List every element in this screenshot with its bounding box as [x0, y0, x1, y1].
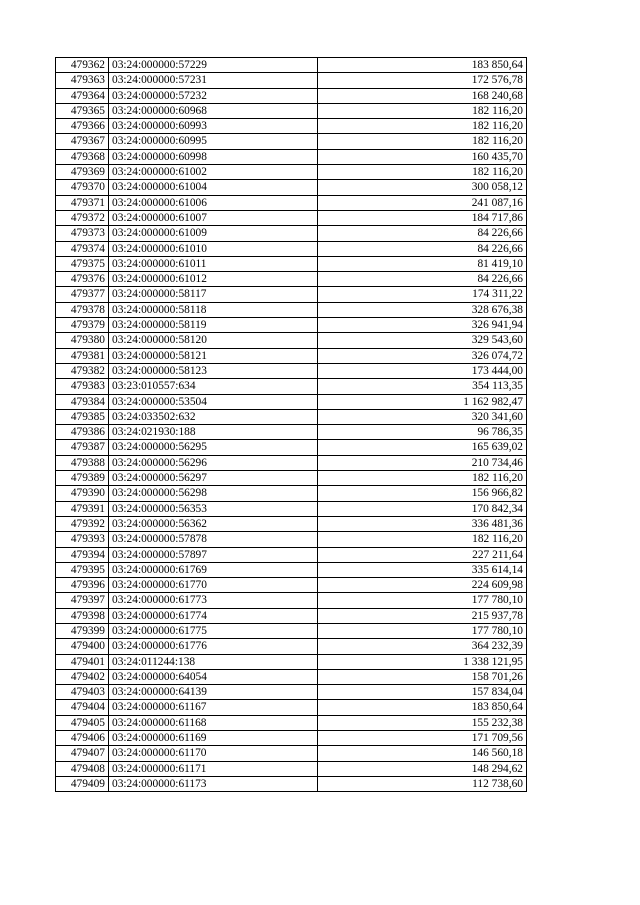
row-number-cell: 479365 [56, 103, 109, 118]
cadastral-number-cell: 03:24:000000:61773 [109, 593, 318, 608]
row-number-cell: 479388 [56, 455, 109, 470]
table-row [56, 58, 527, 73]
cadastral-number-cell: 03:24:000000:61776 [109, 639, 318, 654]
row-number-cell: 479404 [56, 700, 109, 715]
value-cell: 96 786,35 [318, 425, 527, 440]
cadastral-number-cell: 03:24:000000:61168 [109, 715, 318, 730]
value-cell: 155 232,38 [318, 715, 527, 730]
value-cell: 182 116,20 [318, 165, 527, 180]
cadastral-number-cell: 03:24:000000:58118 [109, 302, 318, 317]
table-row [56, 103, 527, 118]
table-row [56, 425, 527, 440]
table-row [56, 256, 527, 271]
table-row [56, 608, 527, 623]
cadastral-number-cell: 03:24:000000:61769 [109, 562, 318, 577]
value-cell: 326 074,72 [318, 348, 527, 363]
value-cell: 84 226,66 [318, 272, 527, 287]
cadastral-number-cell: 03:24:000000:56298 [109, 486, 318, 501]
row-number-cell: 479379 [56, 318, 109, 333]
value-cell: 148 294,62 [318, 761, 527, 776]
cadastral-number-cell: 03:24:000000:60998 [109, 149, 318, 164]
table-row [56, 73, 527, 88]
table-row [56, 593, 527, 608]
row-number-cell: 479370 [56, 180, 109, 195]
row-number-cell: 479369 [56, 165, 109, 180]
value-cell: 182 116,20 [318, 134, 527, 149]
table-row [56, 241, 527, 256]
table-row [56, 440, 527, 455]
value-cell: 241 087,16 [318, 195, 527, 210]
value-cell: 215 937,78 [318, 608, 527, 623]
value-cell: 182 116,20 [318, 119, 527, 134]
row-number-cell: 479372 [56, 210, 109, 225]
cadastral-number-cell: 03:24:000000:56353 [109, 501, 318, 516]
value-cell: 157 834,04 [318, 685, 527, 700]
cadastral-number-cell: 03:24:000000:60968 [109, 103, 318, 118]
row-number-cell: 479405 [56, 715, 109, 730]
value-cell: 326 941,94 [318, 318, 527, 333]
row-number-cell: 479375 [56, 256, 109, 271]
row-number-cell: 479399 [56, 623, 109, 638]
value-cell: 182 116,20 [318, 532, 527, 547]
value-cell: 364 232,39 [318, 639, 527, 654]
value-cell: 172 576,78 [318, 73, 527, 88]
table-row [56, 501, 527, 516]
value-cell: 300 058,12 [318, 180, 527, 195]
row-number-cell: 479373 [56, 226, 109, 241]
value-cell: 335 614,14 [318, 562, 527, 577]
value-cell: 84 226,66 [318, 241, 527, 256]
table-row [56, 776, 527, 791]
cadastral-number-cell: 03:24:000000:60995 [109, 134, 318, 149]
cadastral-number-cell: 03:24:000000:61169 [109, 731, 318, 746]
cadastral-number-cell: 03:24:000000:61171 [109, 761, 318, 776]
cadastral-number-cell: 03:23:010557:634 [109, 379, 318, 394]
table-row [56, 715, 527, 730]
row-number-cell: 479389 [56, 471, 109, 486]
row-number-cell: 479402 [56, 669, 109, 684]
row-number-cell: 479397 [56, 593, 109, 608]
table-row [56, 700, 527, 715]
table-row [56, 746, 527, 761]
cadastral-number-cell: 03:24:000000:56362 [109, 516, 318, 531]
value-cell: 1 162 982,47 [318, 394, 527, 409]
row-number-cell: 479393 [56, 532, 109, 547]
value-cell: 156 966,82 [318, 486, 527, 501]
cadastral-number-cell: 03:24:000000:60993 [109, 119, 318, 134]
table-row [56, 149, 527, 164]
cadastral-number-cell: 03:24:021930:188 [109, 425, 318, 440]
cadastral-number-cell: 03:24:000000:58117 [109, 287, 318, 302]
table-row [56, 516, 527, 531]
table-row [56, 318, 527, 333]
cadastral-number-cell: 03:24:000000:58120 [109, 333, 318, 348]
row-number-cell: 479364 [56, 88, 109, 103]
value-cell: 1 338 121,95 [318, 654, 527, 669]
row-number-cell: 479396 [56, 578, 109, 593]
table-row [56, 578, 527, 593]
value-cell: 329 543,60 [318, 333, 527, 348]
row-number-cell: 479366 [56, 119, 109, 134]
table-row [56, 685, 527, 700]
table-row [56, 761, 527, 776]
row-number-cell: 479383 [56, 379, 109, 394]
table-row [56, 210, 527, 225]
table-row [56, 226, 527, 241]
cadastral-number-cell: 03:24:000000:61012 [109, 272, 318, 287]
row-number-cell: 479367 [56, 134, 109, 149]
value-cell: 177 780,10 [318, 593, 527, 608]
value-cell: 112 738,60 [318, 776, 527, 791]
cadastral-number-cell: 03:24:000000:64139 [109, 685, 318, 700]
cadastral-number-cell: 03:24:000000:61167 [109, 700, 318, 715]
table-row [56, 471, 527, 486]
value-cell: 165 639,02 [318, 440, 527, 455]
row-number-cell: 479407 [56, 746, 109, 761]
table-row [56, 119, 527, 134]
table-row [56, 409, 527, 424]
table-row [56, 272, 527, 287]
value-cell: 170 842,34 [318, 501, 527, 516]
table-row [56, 731, 527, 746]
row-number-cell: 479398 [56, 608, 109, 623]
cadastral-number-cell: 03:24:000000:53504 [109, 394, 318, 409]
value-cell: 320 341,60 [318, 409, 527, 424]
value-cell: 171 709,56 [318, 731, 527, 746]
row-number-cell: 479386 [56, 425, 109, 440]
cadastral-number-cell: 03:24:000000:57231 [109, 73, 318, 88]
row-number-cell: 479401 [56, 654, 109, 669]
row-number-cell: 479376 [56, 272, 109, 287]
cadastral-number-cell: 03:24:000000:58123 [109, 363, 318, 378]
value-cell: 224 609,98 [318, 578, 527, 593]
cadastral-number-cell: 03:24:000000:58119 [109, 318, 318, 333]
value-cell: 174 311,22 [318, 287, 527, 302]
value-cell: 182 116,20 [318, 103, 527, 118]
value-cell: 183 850,64 [318, 700, 527, 715]
table-row [56, 302, 527, 317]
cadastral-number-cell: 03:24:000000:61011 [109, 256, 318, 271]
table-row [56, 165, 527, 180]
cadastral-number-cell: 03:24:011244:138 [109, 654, 318, 669]
table-row [56, 180, 527, 195]
row-number-cell: 479363 [56, 73, 109, 88]
row-number-cell: 479394 [56, 547, 109, 562]
value-cell: 81 419,10 [318, 256, 527, 271]
table-row [56, 287, 527, 302]
row-number-cell: 479371 [56, 195, 109, 210]
table-row [56, 134, 527, 149]
value-cell: 336 481,36 [318, 516, 527, 531]
cadastral-number-cell: 03:24:033502:632 [109, 409, 318, 424]
row-number-cell: 479378 [56, 302, 109, 317]
row-number-cell: 479381 [56, 348, 109, 363]
value-cell: 177 780,10 [318, 623, 527, 638]
row-number-cell: 479380 [56, 333, 109, 348]
value-cell: 184 717,86 [318, 210, 527, 225]
cadastral-number-cell: 03:24:000000:57897 [109, 547, 318, 562]
value-cell: 146 560,18 [318, 746, 527, 761]
table-row [56, 195, 527, 210]
value-cell: 328 676,38 [318, 302, 527, 317]
row-number-cell: 479390 [56, 486, 109, 501]
row-number-cell: 479377 [56, 287, 109, 302]
cadastral-number-cell: 03:24:000000:61774 [109, 608, 318, 623]
value-cell: 182 116,20 [318, 471, 527, 486]
value-cell: 168 240,68 [318, 88, 527, 103]
cadastral-number-cell: 03:24:000000:61007 [109, 210, 318, 225]
value-cell: 160 435,70 [318, 149, 527, 164]
table-row [56, 669, 527, 684]
cadastral-number-cell: 03:24:000000:61173 [109, 776, 318, 791]
table-row [56, 562, 527, 577]
cadastral-number-cell: 03:24:000000:61170 [109, 746, 318, 761]
table-row [56, 88, 527, 103]
cadastral-number-cell: 03:24:000000:57229 [109, 58, 318, 73]
value-cell: 210 734,46 [318, 455, 527, 470]
cadastral-number-cell: 03:24:000000:56295 [109, 440, 318, 455]
row-number-cell: 479374 [56, 241, 109, 256]
table-row [56, 394, 527, 409]
table-row [56, 486, 527, 501]
table-row [56, 333, 527, 348]
table-row [56, 547, 527, 562]
value-cell: 227 211,64 [318, 547, 527, 562]
cadastral-number-cell: 03:24:000000:58121 [109, 348, 318, 363]
row-number-cell: 479382 [56, 363, 109, 378]
cadastral-number-cell: 03:24:000000:56296 [109, 455, 318, 470]
row-number-cell: 479385 [56, 409, 109, 424]
row-number-cell: 479387 [56, 440, 109, 455]
value-cell: 84 226,66 [318, 226, 527, 241]
row-number-cell: 479406 [56, 731, 109, 746]
table-row [56, 455, 527, 470]
row-number-cell: 479409 [56, 776, 109, 791]
table-row [56, 623, 527, 638]
cadastral-number-cell: 03:24:000000:61775 [109, 623, 318, 638]
row-number-cell: 479368 [56, 149, 109, 164]
value-cell: 354 113,35 [318, 379, 527, 394]
table-row [56, 654, 527, 669]
value-cell: 173 444,00 [318, 363, 527, 378]
cadastral-number-cell: 03:24:000000:57232 [109, 88, 318, 103]
cadastral-number-cell: 03:24:000000:57878 [109, 532, 318, 547]
table-row [56, 363, 527, 378]
row-number-cell: 479400 [56, 639, 109, 654]
row-number-cell: 479408 [56, 761, 109, 776]
cadastral-number-cell: 03:24:000000:56297 [109, 471, 318, 486]
cadastral-number-cell: 03:24:000000:64054 [109, 669, 318, 684]
table-row [56, 639, 527, 654]
cadastral-number-cell: 03:24:000000:61004 [109, 180, 318, 195]
cadastral-number-cell: 03:24:000000:61006 [109, 195, 318, 210]
table-row [56, 348, 527, 363]
cadastral-number-cell: 03:24:000000:61009 [109, 226, 318, 241]
value-cell: 158 701,26 [318, 669, 527, 684]
cadastral-number-cell: 03:24:000000:61770 [109, 578, 318, 593]
table-row [56, 379, 527, 394]
cadastral-number-cell: 03:24:000000:61010 [109, 241, 318, 256]
cadastral-value-table [55, 57, 527, 792]
row-number-cell: 479403 [56, 685, 109, 700]
cadastral-number-cell: 03:24:000000:61002 [109, 165, 318, 180]
value-cell: 183 850,64 [318, 58, 527, 73]
row-number-cell: 479395 [56, 562, 109, 577]
table-row [56, 532, 527, 547]
row-number-cell: 479392 [56, 516, 109, 531]
row-number-cell: 479391 [56, 501, 109, 516]
table-body [56, 58, 527, 792]
row-number-cell: 479362 [56, 58, 109, 73]
row-number-cell: 479384 [56, 394, 109, 409]
